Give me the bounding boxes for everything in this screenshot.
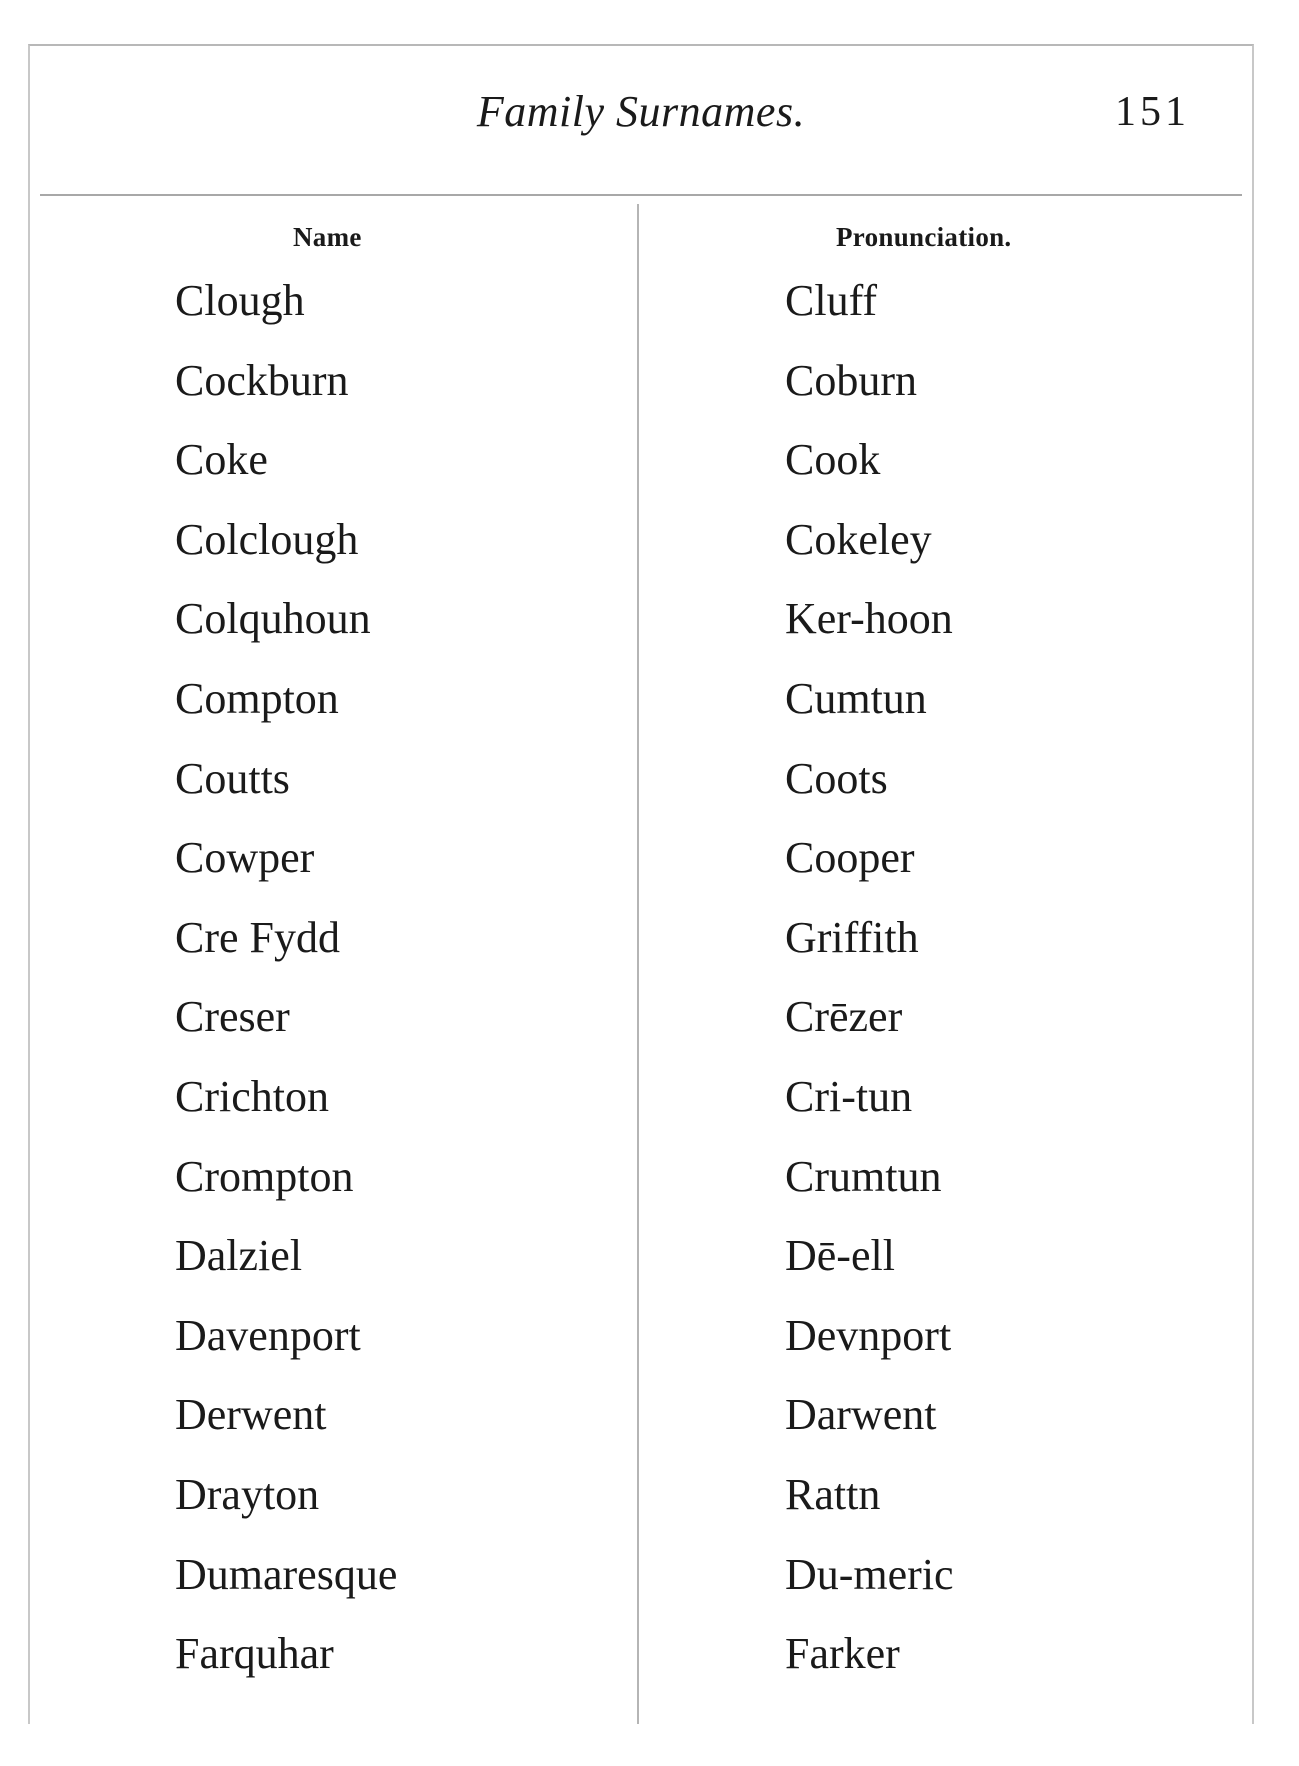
pronunciation-cell: Cooper [785, 833, 915, 883]
table-row [30, 429, 1252, 509]
column-header-name: Name [293, 222, 362, 252]
pronunciation-cell: Farker [785, 1629, 900, 1679]
table-row [30, 270, 1252, 350]
surname-cell: Crompton [175, 1151, 354, 1201]
table-row [30, 668, 1252, 748]
pronunciation-cell: Rattn [785, 1469, 881, 1519]
pronunciation-cell: Cook [785, 435, 881, 485]
pronunciation-cell: Ker-hoon [785, 594, 953, 644]
pronunciation-cell: Crumtun [785, 1151, 942, 1201]
surname-cell: Compton [175, 673, 339, 723]
table-row [30, 588, 1252, 668]
pronunciation-cell: Cri-tun [785, 1071, 913, 1121]
pronunciation-cell: Dē-ell [785, 1231, 895, 1281]
surname-cell: Derwent [175, 1390, 327, 1440]
table-row [30, 827, 1252, 907]
surname-cell: Colclough [175, 514, 359, 564]
pronunciation-cell: Du-meric [785, 1549, 954, 1599]
pronunciation-cell: Darwent [785, 1390, 937, 1440]
surname-cell: Dumaresque [175, 1549, 398, 1599]
surname-cell: Coke [175, 435, 268, 485]
surname-cell: Davenport [175, 1310, 361, 1360]
page-title: Family Surnames. [476, 87, 806, 136]
surname-cell: Cowper [175, 833, 315, 883]
pronunciation-cell: Devnport [785, 1310, 952, 1360]
surname-cell: Clough [175, 276, 305, 325]
page-frame [28, 44, 1254, 1724]
table-row [30, 907, 1252, 987]
table-row [30, 509, 1252, 589]
pronunciation-cell: Coburn [785, 355, 917, 405]
column-header-pronunciation: Pronunciation. [836, 222, 1012, 252]
surname-cell: Coutts [175, 753, 290, 803]
pronunciation-cell: Griffith [785, 912, 919, 962]
table-row [30, 1225, 1252, 1305]
table-row [30, 748, 1252, 828]
table-row [30, 1464, 1252, 1544]
surname-cell: Farquhar [175, 1629, 334, 1679]
table-row [30, 1544, 1252, 1624]
table-row [30, 350, 1252, 430]
table-row [30, 1384, 1252, 1464]
surname-cell: Dalziel [175, 1231, 303, 1281]
surname-cell: Cre Fydd [175, 912, 340, 962]
pronunciation-cell: Cokeley [785, 514, 932, 564]
surname-cell: Colquhoun [175, 594, 371, 644]
surname-cell: Drayton [175, 1469, 320, 1519]
page-number: 151 [1115, 89, 1190, 135]
table-row [30, 1066, 1252, 1146]
surname-cell: Crichton [175, 1071, 329, 1121]
pronunciation-cell: Crēzer [785, 992, 903, 1042]
pronunciation-cell: Cumtun [785, 673, 927, 723]
pronunciation-cell: Coots [785, 753, 888, 803]
table-row [30, 1305, 1252, 1385]
surname-cell: Cockburn [175, 355, 349, 405]
pronunciation-cell: Cluff [785, 276, 878, 325]
table-row [30, 1623, 1252, 1703]
surname-cell: Creser [175, 992, 290, 1042]
surname-table [30, 270, 1252, 1703]
running-head [30, 86, 1252, 156]
header-rule [40, 194, 1242, 196]
table-row [30, 986, 1252, 1066]
table-row [30, 1146, 1252, 1226]
